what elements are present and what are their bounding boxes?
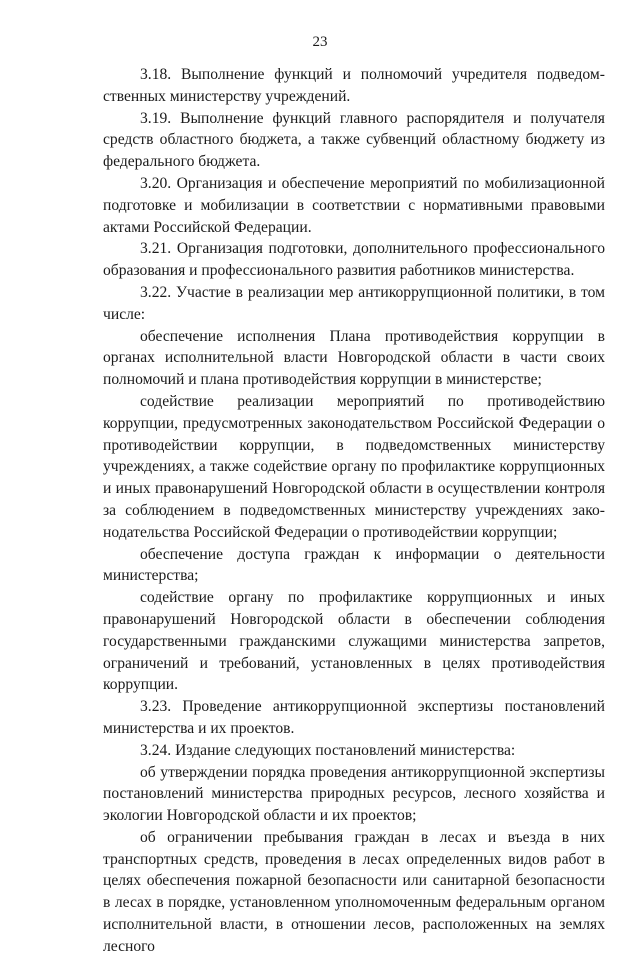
page-number: 23 <box>312 34 328 50</box>
paragraph-3-21: 3.21. Организация подготовки, дополнительного профессионального образования и профессионального развития работников министерства. <box>103 240 605 280</box>
paragraph-3-23: 3.23. Проведение антикоррупционной экспертизы постановлений министерства и их проектов. <box>103 698 605 737</box>
paragraph-3-22-item-measures: содействие реализации мероприятий по противодействию коррупции, предусмотренных законодательством Российской Федерации о противодействии коррупции, в подведомственных министерству учреждениях, а также содействие органу по профилактике коррупционных и иных правонарушений Новгородской области в осуществлении контроля за соблюдением в подведомственных министерству учреждениях законодательства Российской Федерации о противодействии коррупции; <box>103 392 605 541</box>
paragraph-3-22-item-plan: обеспечение исполнения Плана противодействия коррупции в органах исполнительной власти Новгородской области в части своих полномочий и плана противодействия коррупции в министерстве; <box>103 327 605 389</box>
paragraph-3-22: 3.22. Участие в реализации мер антикоррупционной политики, в том числе: <box>103 283 605 323</box>
paragraph-3-22-item-compliance: содействие органу по профилактике коррупционных и иных правонарушений Новгородской области в обеспечении соблюдения государственными гражданскими служащими министерства запретов, ограничений и требований, установленных в целях противодействия коррупции. <box>103 589 605 694</box>
paragraph-3-18: 3.18. Выполнение функций и полномочий учредителя подведомственных министерству учреждений. <box>103 66 605 105</box>
paragraph-3-20: 3.20. Организация и обеспечение мероприятий по мобилизационной подготовке и мобилизации в соответствии с нормативными правовыми актами Российской Федерации. <box>103 174 605 236</box>
paragraph-3-19: 3.19. Выполнение функций главного распорядителя и получателя средств областного бюджета, а также субвенций областному бюджету из федерального бюджета. <box>103 109 605 171</box>
paragraph-3-22-item-access: обеспечение доступа граждан к информации о деятельности министерства; <box>103 545 605 585</box>
paragraph-3-24-item-restriction: об ограничении пребывания граждан в лесах и въезда в них транспортных средств, проведения в лесах определенных видов работ в целях обеспечения пожарной безопасности или санитарной безопасности в лесах в порядке, установленном уполномоченным федеральным органом исполнительной власти, в отношении лесов, расположенных на землях лесного <box>103 828 605 955</box>
paragraph-3-24: 3.24. Издание следующих постановлений министерства: <box>140 741 516 759</box>
paragraph-3-24-item-expertise: об утверждении порядка проведения антикоррупционной экспертизы постановлений министерства природных ресурсов, лесного хозяйства и экологии Новгородской области и их проектов; <box>103 763 605 825</box>
document-body <box>103 64 605 958</box>
